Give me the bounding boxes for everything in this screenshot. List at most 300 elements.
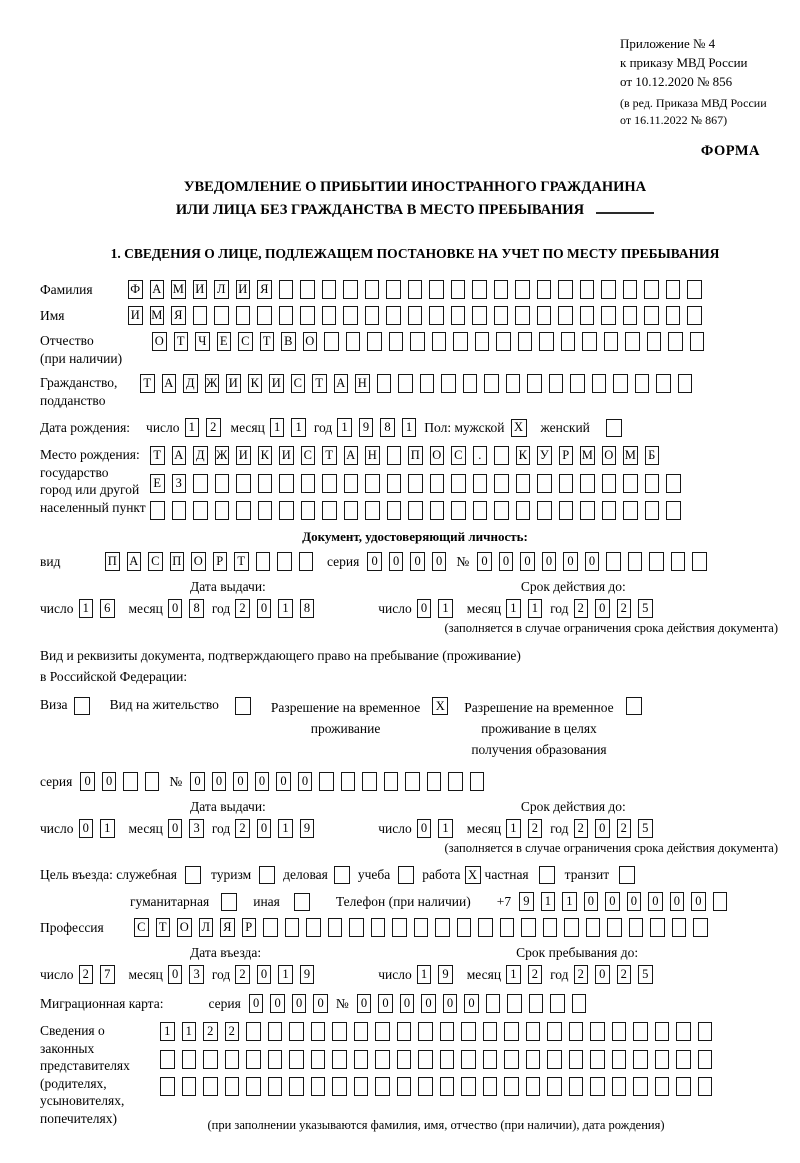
char-cell[interactable]	[645, 501, 660, 520]
char-cell[interactable]	[475, 332, 490, 351]
char-cell[interactable]	[440, 1050, 455, 1069]
char-cell[interactable]	[397, 1077, 412, 1096]
purpose-transit-checkbox[interactable]	[619, 866, 635, 884]
char-cell[interactable]	[328, 918, 343, 937]
char-cell[interactable]	[387, 474, 402, 493]
char-cell[interactable]	[586, 918, 601, 937]
char-cell[interactable]	[547, 1022, 562, 1041]
char-cell[interactable]	[527, 374, 542, 393]
char-cell[interactable]: И	[128, 306, 143, 325]
char-cell[interactable]: 1	[182, 1022, 197, 1041]
char-cell[interactable]: Н	[365, 446, 380, 465]
char-cell[interactable]: О	[191, 552, 206, 571]
char-cell[interactable]: 0	[389, 552, 404, 571]
char-cell[interactable]	[570, 374, 585, 393]
purpose-business-checkbox[interactable]	[334, 866, 350, 884]
char-cell[interactable]	[387, 446, 402, 465]
char-cell[interactable]: 0	[168, 819, 183, 838]
char-cell[interactable]: 1	[562, 892, 577, 911]
char-cell[interactable]	[214, 306, 229, 325]
char-cell[interactable]	[516, 474, 531, 493]
char-cell[interactable]	[408, 501, 423, 520]
char-cell[interactable]: С	[451, 446, 466, 465]
char-cell[interactable]: 1	[278, 819, 293, 838]
char-cell[interactable]: 1	[402, 418, 417, 437]
char-cell[interactable]	[590, 1077, 605, 1096]
char-cell[interactable]	[432, 332, 447, 351]
char-cell[interactable]	[698, 1022, 713, 1041]
char-cell[interactable]	[633, 1022, 648, 1041]
char-cell[interactable]	[687, 306, 702, 325]
edu-permit-checkbox[interactable]	[626, 697, 642, 715]
char-cell[interactable]: О	[303, 332, 318, 351]
char-cell[interactable]	[429, 306, 444, 325]
char-cell[interactable]	[301, 501, 316, 520]
char-cell[interactable]: Я	[220, 918, 235, 937]
char-cell[interactable]	[258, 501, 273, 520]
char-cell[interactable]	[160, 1077, 175, 1096]
char-cell[interactable]	[256, 552, 271, 571]
char-cell[interactable]: 1	[185, 418, 200, 437]
char-cell[interactable]: А	[334, 374, 349, 393]
char-cell[interactable]	[440, 1077, 455, 1096]
char-cell[interactable]: М	[150, 306, 165, 325]
char-cell[interactable]	[516, 501, 531, 520]
char-cell[interactable]	[529, 994, 544, 1013]
char-cell[interactable]: 0	[585, 552, 600, 571]
char-cell[interactable]	[564, 918, 579, 937]
char-cell[interactable]: А	[127, 552, 142, 571]
char-cell[interactable]	[319, 772, 334, 791]
char-cell[interactable]	[311, 1077, 326, 1096]
char-cell[interactable]	[494, 306, 509, 325]
char-cell[interactable]	[666, 501, 681, 520]
char-cell[interactable]	[668, 332, 683, 351]
char-cell[interactable]	[472, 280, 487, 299]
char-cell[interactable]: Я	[257, 280, 272, 299]
char-cell[interactable]	[558, 306, 573, 325]
char-cell[interactable]: К	[516, 446, 531, 465]
female-checkbox[interactable]	[606, 419, 622, 437]
char-cell[interactable]	[687, 280, 702, 299]
char-cell[interactable]	[420, 374, 435, 393]
char-cell[interactable]: 0	[443, 994, 458, 1013]
char-cell[interactable]: 0	[257, 819, 272, 838]
char-cell[interactable]: О	[602, 446, 617, 465]
char-cell[interactable]: Л	[199, 918, 214, 937]
char-cell[interactable]	[666, 474, 681, 493]
char-cell[interactable]: 2	[79, 965, 94, 984]
char-cell[interactable]	[580, 474, 595, 493]
char-cell[interactable]: 0	[249, 994, 264, 1013]
char-cell[interactable]	[612, 1077, 627, 1096]
char-cell[interactable]	[441, 374, 456, 393]
char-cell[interactable]: 9	[438, 965, 453, 984]
char-cell[interactable]: 2	[225, 1022, 240, 1041]
purpose-study-checkbox[interactable]	[398, 866, 414, 884]
char-cell[interactable]	[322, 306, 337, 325]
char-cell[interactable]: 0	[520, 552, 535, 571]
char-cell[interactable]	[263, 918, 278, 937]
char-cell[interactable]: 0	[477, 552, 492, 571]
char-cell[interactable]: 0	[595, 819, 610, 838]
char-cell[interactable]: 0	[378, 994, 393, 1013]
male-checkbox[interactable]: X	[511, 419, 527, 437]
char-cell[interactable]	[365, 280, 380, 299]
char-cell[interactable]: 0	[605, 892, 620, 911]
char-cell[interactable]	[430, 501, 445, 520]
char-cell[interactable]: 2	[235, 965, 250, 984]
char-cell[interactable]	[580, 280, 595, 299]
char-cell[interactable]	[268, 1022, 283, 1041]
char-cell[interactable]: К	[248, 374, 263, 393]
char-cell[interactable]: 0	[357, 994, 372, 1013]
char-cell[interactable]	[494, 446, 509, 465]
char-cell[interactable]	[601, 306, 616, 325]
char-cell[interactable]: 7	[100, 965, 115, 984]
char-cell[interactable]: 2	[617, 819, 632, 838]
char-cell[interactable]: 1	[270, 418, 285, 437]
char-cell[interactable]	[289, 1022, 304, 1041]
char-cell[interactable]	[225, 1077, 240, 1096]
char-cell[interactable]: 0	[168, 965, 183, 984]
char-cell[interactable]	[537, 474, 552, 493]
char-cell[interactable]: 2	[617, 599, 632, 618]
char-cell[interactable]: В	[281, 332, 296, 351]
char-cell[interactable]	[365, 474, 380, 493]
char-cell[interactable]	[607, 918, 622, 937]
char-cell[interactable]	[549, 374, 564, 393]
char-cell[interactable]: И	[226, 374, 241, 393]
char-cell[interactable]	[377, 374, 392, 393]
char-cell[interactable]	[655, 1022, 670, 1041]
char-cell[interactable]: 6	[100, 599, 115, 618]
char-cell[interactable]	[279, 306, 294, 325]
char-cell[interactable]	[483, 1050, 498, 1069]
char-cell[interactable]	[676, 1022, 691, 1041]
char-cell[interactable]	[569, 1050, 584, 1069]
char-cell[interactable]	[506, 374, 521, 393]
char-cell[interactable]: .	[473, 446, 488, 465]
char-cell[interactable]	[613, 374, 628, 393]
char-cell[interactable]: 2	[206, 418, 221, 437]
char-cell[interactable]: 5	[638, 965, 653, 984]
char-cell[interactable]	[246, 1077, 261, 1096]
char-cell[interactable]	[285, 918, 300, 937]
char-cell[interactable]: 1	[506, 819, 521, 838]
char-cell[interactable]: 2	[574, 599, 589, 618]
char-cell[interactable]	[543, 918, 558, 937]
char-cell[interactable]	[451, 280, 466, 299]
char-cell[interactable]	[389, 332, 404, 351]
char-cell[interactable]	[601, 280, 616, 299]
char-cell[interactable]: Т	[234, 552, 249, 571]
char-cell[interactable]: 1	[278, 965, 293, 984]
char-cell[interactable]	[193, 501, 208, 520]
char-cell[interactable]	[504, 1022, 519, 1041]
purpose-humanitarian-checkbox[interactable]	[221, 893, 237, 911]
char-cell[interactable]	[354, 1022, 369, 1041]
char-cell[interactable]: 5	[638, 599, 653, 618]
char-cell[interactable]	[515, 306, 530, 325]
char-cell[interactable]	[311, 1050, 326, 1069]
char-cell[interactable]	[633, 1050, 648, 1069]
char-cell[interactable]	[698, 1050, 713, 1069]
char-cell[interactable]: 1	[79, 599, 94, 618]
char-cell[interactable]	[582, 332, 597, 351]
char-cell[interactable]	[693, 918, 708, 937]
char-cell[interactable]: Т	[174, 332, 189, 351]
char-cell[interactable]	[473, 501, 488, 520]
char-cell[interactable]	[463, 374, 478, 393]
char-cell[interactable]	[526, 1077, 541, 1096]
char-cell[interactable]: 0	[691, 892, 706, 911]
purpose-other-checkbox[interactable]	[294, 893, 310, 911]
char-cell[interactable]: Р	[213, 552, 228, 571]
char-cell[interactable]	[470, 772, 485, 791]
char-cell[interactable]: 0	[292, 994, 307, 1013]
char-cell[interactable]	[430, 474, 445, 493]
char-cell[interactable]: 0	[464, 994, 479, 1013]
char-cell[interactable]: 0	[233, 772, 248, 791]
char-cell[interactable]: Л	[214, 280, 229, 299]
char-cell[interactable]	[311, 1022, 326, 1041]
char-cell[interactable]: Р	[559, 446, 574, 465]
char-cell[interactable]	[203, 1050, 218, 1069]
char-cell[interactable]	[193, 474, 208, 493]
char-cell[interactable]: 0	[563, 552, 578, 571]
char-cell[interactable]	[504, 1050, 519, 1069]
char-cell[interactable]	[387, 501, 402, 520]
char-cell[interactable]	[182, 1077, 197, 1096]
char-cell[interactable]: А	[344, 446, 359, 465]
char-cell[interactable]: П	[170, 552, 185, 571]
char-cell[interactable]	[299, 552, 314, 571]
char-cell[interactable]: 0	[417, 819, 432, 838]
char-cell[interactable]	[215, 501, 230, 520]
char-cell[interactable]	[354, 1077, 369, 1096]
char-cell[interactable]: Т	[312, 374, 327, 393]
char-cell[interactable]: 0	[80, 772, 95, 791]
char-cell[interactable]	[569, 1022, 584, 1041]
char-cell[interactable]	[558, 280, 573, 299]
char-cell[interactable]: 1	[417, 965, 432, 984]
char-cell[interactable]	[484, 374, 499, 393]
char-cell[interactable]: И	[236, 280, 251, 299]
char-cell[interactable]	[386, 306, 401, 325]
char-cell[interactable]	[628, 552, 643, 571]
char-cell[interactable]: 0	[102, 772, 117, 791]
char-cell[interactable]	[606, 552, 621, 571]
char-cell[interactable]: К	[258, 446, 273, 465]
char-cell[interactable]	[572, 994, 587, 1013]
char-cell[interactable]: 0	[648, 892, 663, 911]
char-cell[interactable]	[354, 1050, 369, 1069]
char-cell[interactable]: 1	[291, 418, 306, 437]
char-cell[interactable]: 3	[189, 819, 204, 838]
char-cell[interactable]: 9	[300, 819, 315, 838]
char-cell[interactable]	[635, 374, 650, 393]
char-cell[interactable]	[408, 280, 423, 299]
char-cell[interactable]: 0	[542, 552, 557, 571]
char-cell[interactable]	[375, 1077, 390, 1096]
char-cell[interactable]	[692, 552, 707, 571]
char-cell[interactable]: З	[172, 474, 187, 493]
char-cell[interactable]	[384, 772, 399, 791]
char-cell[interactable]: 1	[506, 599, 521, 618]
char-cell[interactable]	[225, 1050, 240, 1069]
char-cell[interactable]: 8	[300, 599, 315, 618]
char-cell[interactable]	[397, 1022, 412, 1041]
char-cell[interactable]	[602, 474, 617, 493]
char-cell[interactable]: 0	[499, 552, 514, 571]
char-cell[interactable]: 0	[417, 599, 432, 618]
char-cell[interactable]	[656, 374, 671, 393]
char-cell[interactable]	[324, 332, 339, 351]
char-cell[interactable]	[650, 918, 665, 937]
char-cell[interactable]: 5	[638, 819, 653, 838]
char-cell[interactable]	[580, 306, 595, 325]
char-cell[interactable]	[457, 918, 472, 937]
char-cell[interactable]	[451, 306, 466, 325]
temp-permit-checkbox[interactable]: X	[432, 697, 448, 715]
char-cell[interactable]: 1	[337, 418, 352, 437]
char-cell[interactable]	[473, 474, 488, 493]
char-cell[interactable]: А	[162, 374, 177, 393]
char-cell[interactable]: А	[172, 446, 187, 465]
char-cell[interactable]: 0	[432, 552, 447, 571]
char-cell[interactable]	[666, 280, 681, 299]
char-cell[interactable]	[559, 474, 574, 493]
char-cell[interactable]	[332, 1022, 347, 1041]
char-cell[interactable]	[123, 772, 138, 791]
char-cell[interactable]	[427, 772, 442, 791]
char-cell[interactable]	[478, 918, 493, 937]
char-cell[interactable]	[676, 1050, 691, 1069]
char-cell[interactable]	[343, 306, 358, 325]
char-cell[interactable]: 0	[421, 994, 436, 1013]
char-cell[interactable]	[451, 501, 466, 520]
char-cell[interactable]	[386, 280, 401, 299]
char-cell[interactable]: С	[134, 918, 149, 937]
char-cell[interactable]	[268, 1077, 283, 1096]
char-cell[interactable]	[367, 332, 382, 351]
char-cell[interactable]: И	[193, 280, 208, 299]
char-cell[interactable]: 8	[380, 418, 395, 437]
char-cell[interactable]	[150, 501, 165, 520]
char-cell[interactable]	[633, 1077, 648, 1096]
char-cell[interactable]	[236, 306, 251, 325]
purpose-work-checkbox[interactable]: X	[465, 866, 481, 884]
char-cell[interactable]	[279, 501, 294, 520]
char-cell[interactable]	[322, 280, 337, 299]
char-cell[interactable]	[644, 306, 659, 325]
char-cell[interactable]: 0	[595, 599, 610, 618]
char-cell[interactable]	[515, 280, 530, 299]
char-cell[interactable]	[537, 306, 552, 325]
char-cell[interactable]	[279, 280, 294, 299]
char-cell[interactable]: Б	[645, 446, 660, 465]
char-cell[interactable]: М	[623, 446, 638, 465]
char-cell[interactable]	[561, 332, 576, 351]
char-cell[interactable]	[332, 1077, 347, 1096]
char-cell[interactable]: С	[291, 374, 306, 393]
char-cell[interactable]	[414, 918, 429, 937]
char-cell[interactable]: И	[236, 446, 251, 465]
char-cell[interactable]	[537, 501, 552, 520]
char-cell[interactable]	[671, 552, 686, 571]
char-cell[interactable]	[405, 772, 420, 791]
visa-checkbox[interactable]	[74, 697, 90, 715]
char-cell[interactable]	[559, 501, 574, 520]
char-cell[interactable]: Ч	[195, 332, 210, 351]
char-cell[interactable]	[268, 1050, 283, 1069]
char-cell[interactable]	[398, 374, 413, 393]
char-cell[interactable]	[215, 474, 230, 493]
char-cell[interactable]: 2	[617, 965, 632, 984]
char-cell[interactable]: 0	[584, 892, 599, 911]
char-cell[interactable]	[623, 501, 638, 520]
char-cell[interactable]	[257, 306, 272, 325]
char-cell[interactable]	[666, 306, 681, 325]
char-cell[interactable]	[547, 1050, 562, 1069]
char-cell[interactable]: М	[171, 280, 186, 299]
char-cell[interactable]	[322, 474, 337, 493]
char-cell[interactable]	[590, 1050, 605, 1069]
char-cell[interactable]	[344, 474, 359, 493]
char-cell[interactable]: 9	[519, 892, 534, 911]
char-cell[interactable]	[322, 501, 337, 520]
char-cell[interactable]	[371, 918, 386, 937]
char-cell[interactable]	[306, 918, 321, 937]
char-cell[interactable]	[365, 501, 380, 520]
char-cell[interactable]	[440, 1022, 455, 1041]
char-cell[interactable]: 9	[359, 418, 374, 437]
char-cell[interactable]: 9	[300, 965, 315, 984]
char-cell[interactable]	[629, 918, 644, 937]
char-cell[interactable]	[518, 332, 533, 351]
char-cell[interactable]: Я	[171, 306, 186, 325]
char-cell[interactable]	[332, 1050, 347, 1069]
char-cell[interactable]: 1	[278, 599, 293, 618]
char-cell[interactable]: П	[105, 552, 120, 571]
char-cell[interactable]: 0	[190, 772, 205, 791]
char-cell[interactable]	[676, 1077, 691, 1096]
char-cell[interactable]	[435, 918, 450, 937]
char-cell[interactable]	[172, 501, 187, 520]
char-cell[interactable]: 2	[203, 1022, 218, 1041]
char-cell[interactable]: Т	[150, 446, 165, 465]
char-cell[interactable]: 2	[235, 599, 250, 618]
char-cell[interactable]	[580, 501, 595, 520]
char-cell[interactable]: И	[279, 446, 294, 465]
char-cell[interactable]	[349, 918, 364, 937]
char-cell[interactable]: У	[537, 446, 552, 465]
char-cell[interactable]: 0	[595, 965, 610, 984]
char-cell[interactable]	[623, 306, 638, 325]
char-cell[interactable]: О	[152, 332, 167, 351]
char-cell[interactable]: Н	[355, 374, 370, 393]
char-cell[interactable]: 0	[255, 772, 270, 791]
char-cell[interactable]: 0	[168, 599, 183, 618]
char-cell[interactable]: Д	[193, 446, 208, 465]
char-cell[interactable]	[655, 1050, 670, 1069]
char-cell[interactable]	[602, 501, 617, 520]
char-cell[interactable]	[397, 1050, 412, 1069]
char-cell[interactable]	[472, 306, 487, 325]
char-cell[interactable]	[461, 1022, 476, 1041]
char-cell[interactable]	[494, 501, 509, 520]
